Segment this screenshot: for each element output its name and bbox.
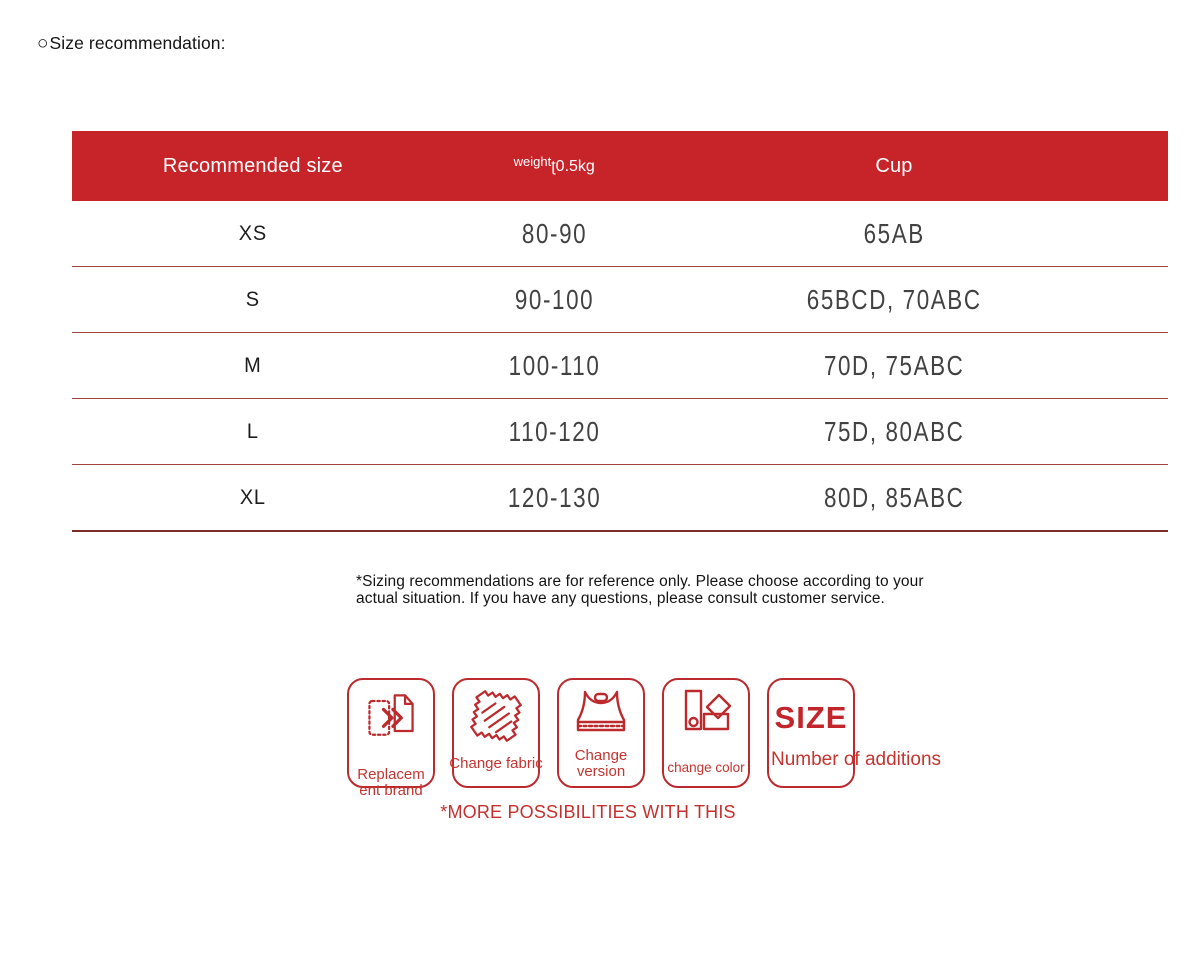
header-recommended-size: Recommended size	[162, 154, 343, 177]
header-weight-value: ʈ0.5kg	[551, 158, 595, 175]
sizing-note-line1: *Sizing recommendations are for reference only. Please choose according to your	[356, 573, 924, 590]
feature-change-version	[557, 678, 645, 788]
size-value: XL	[239, 485, 266, 509]
feature-size-additions	[767, 678, 942, 788]
page-title	[37, 33, 226, 54]
sizing-note	[356, 574, 924, 607]
page-title-text: Size recommendation:	[49, 33, 226, 53]
feature-change-color	[662, 678, 750, 788]
more-possibilities-text: *MORE POSSIBILITIES WITH THIS	[440, 802, 736, 822]
feature-replacement-brand	[347, 678, 435, 799]
sizing-note-line2: actual situation. If you have any questions, please consult customer service.	[356, 589, 885, 607]
header-weight	[434, 154, 675, 175]
feature-label: Number of additions	[771, 749, 942, 770]
brand-swap-icon	[360, 686, 422, 746]
cup-value: 75D, 80ABC	[823, 415, 965, 447]
size-value: M	[244, 353, 262, 377]
table-row	[72, 333, 1168, 399]
size-value: XS	[238, 221, 267, 245]
size-value: S	[245, 287, 260, 311]
feature-change-fabric	[449, 678, 543, 788]
cup-value: 65AB	[863, 217, 925, 249]
customization-options	[347, 678, 942, 799]
weight-value: 90-100	[514, 283, 594, 315]
weight-value: 80-90	[521, 217, 587, 249]
fabric-swatch-icon	[466, 686, 526, 746]
sports-bra-icon	[565, 686, 637, 746]
weight-value: 110-120	[508, 415, 601, 447]
feature-label: Change version	[574, 747, 628, 780]
cup-value: 80D, 85ABC	[823, 481, 965, 513]
header-weight-label: weight	[513, 154, 552, 169]
feature-label: Change fabric	[449, 755, 543, 772]
weight-value: 120-130	[507, 481, 601, 513]
table-row	[72, 399, 1168, 465]
table-row	[72, 201, 1168, 267]
color-swatch-icon	[676, 686, 736, 744]
size-value: L	[246, 419, 259, 443]
feature-label: change color	[667, 760, 745, 775]
table-row	[72, 267, 1168, 333]
size-word-icon: SIZE	[774, 700, 848, 735]
cup-value: 65BCD, 70ABC	[806, 283, 982, 315]
header-cup: Cup	[875, 154, 913, 177]
circle-bullet-icon: ○	[37, 32, 49, 54]
table-header-row	[72, 131, 1168, 201]
feature-label: Replacem ent brand	[357, 766, 425, 799]
cup-value: 70D, 75ABC	[823, 349, 965, 381]
weight-value: 100-110	[508, 349, 601, 381]
table-row	[72, 465, 1168, 532]
size-table	[72, 131, 1168, 532]
